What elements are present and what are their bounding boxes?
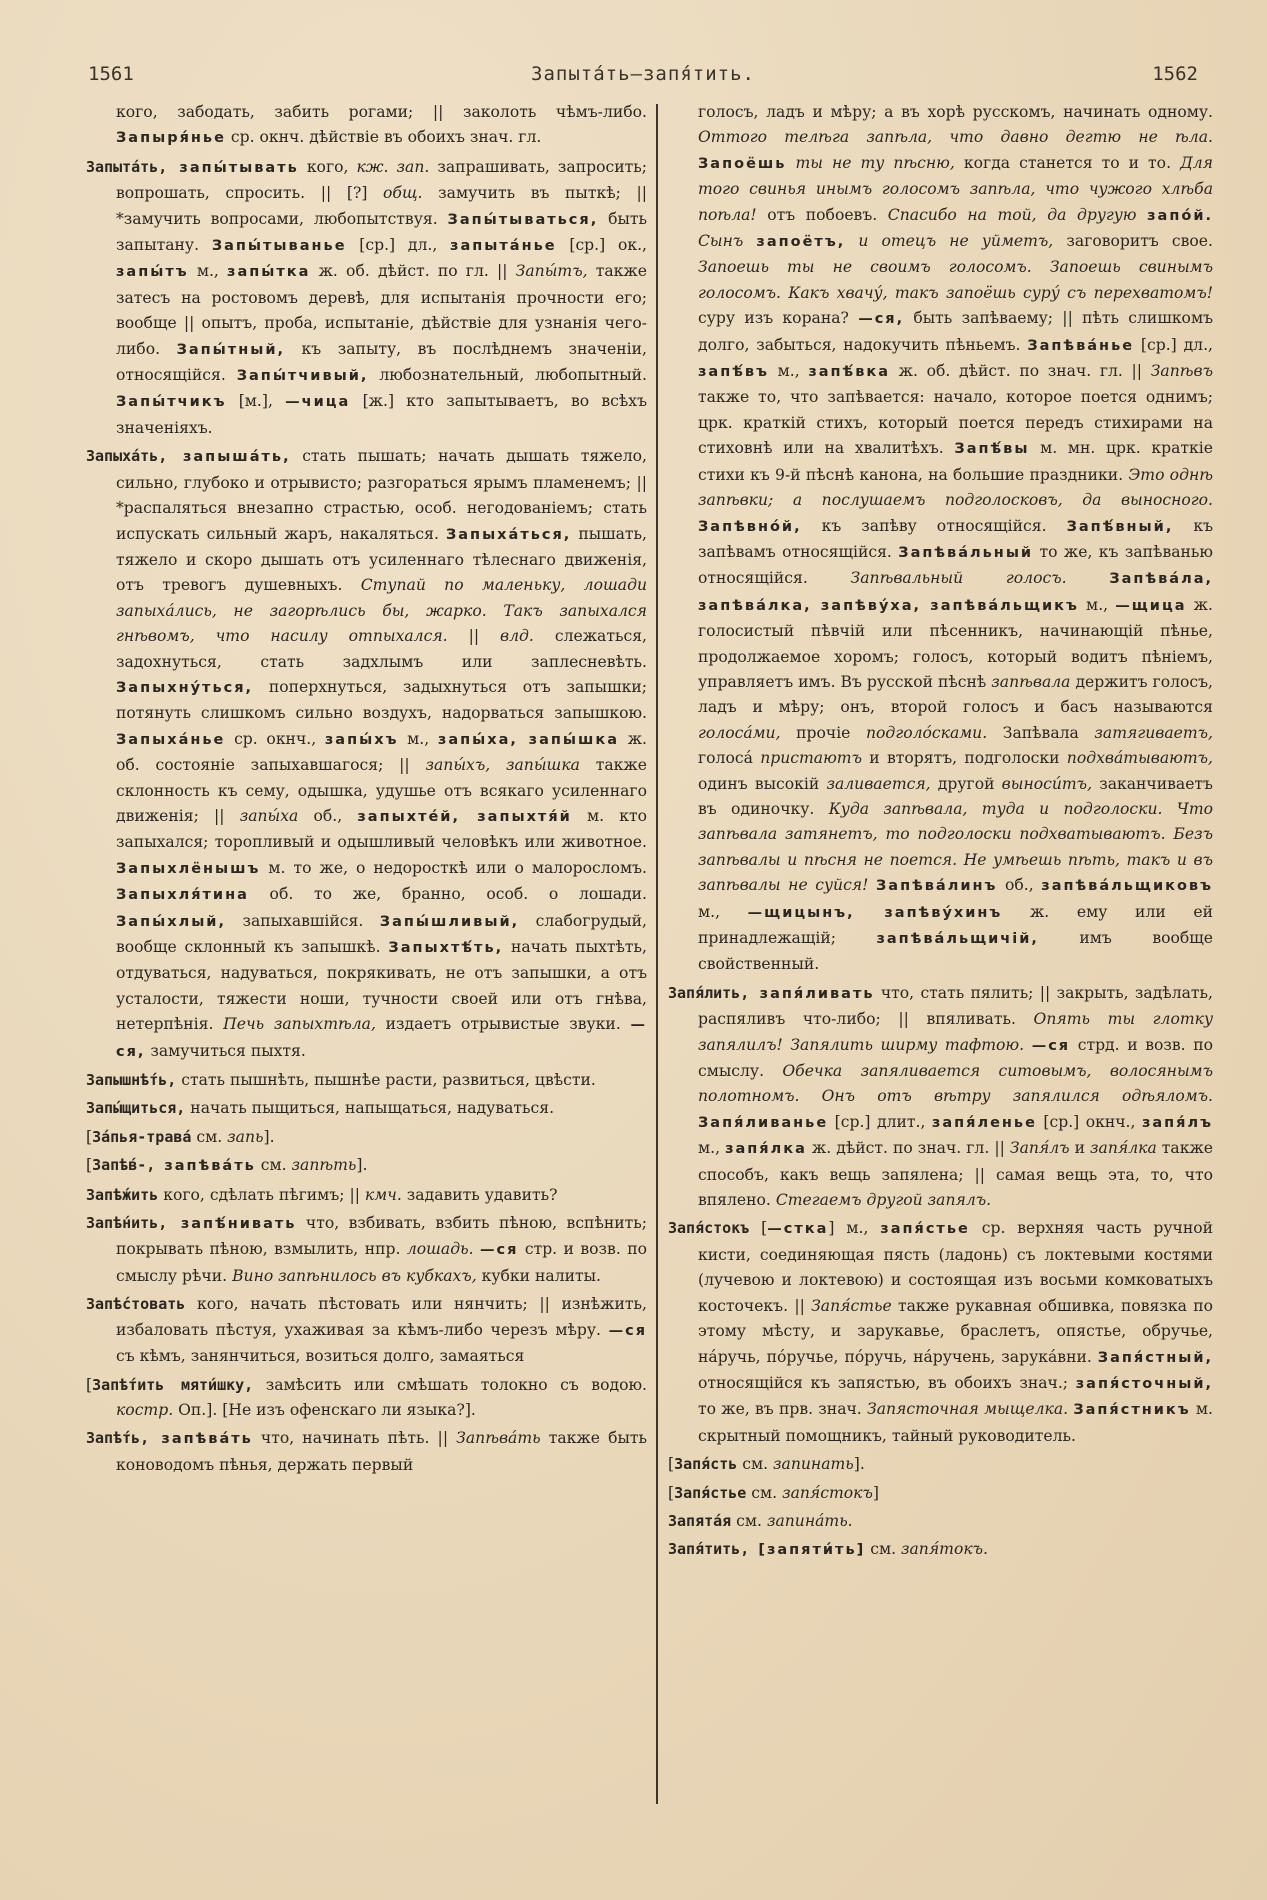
- definition-text: имъ вообще свойственный.: [698, 929, 1213, 974]
- definition-text: см.: [865, 1540, 901, 1559]
- definition-text: [845, 232, 858, 250]
- left-column: [86, 100, 647, 1481]
- example-text: костр.: [116, 1400, 174, 1419]
- running-title: Запытáть—запя́тить.: [531, 63, 755, 85]
- definition-text: [743, 232, 756, 250]
- example-text: запѣвала: [991, 672, 1071, 691]
- example-text: голосáми,: [698, 723, 781, 742]
- definition-text: замучить въ пыткѣ; || *замучить вопросами, любопытствуя.: [116, 184, 648, 228]
- example-text: кмч.: [364, 1185, 402, 1204]
- example-text: запы́ха: [239, 806, 299, 825]
- definition-text: отъ побоевъ.: [756, 205, 888, 224]
- dictionary-entry: [86, 1426, 647, 1478]
- example-text: Запѣвальный голосъ.: [850, 569, 1067, 588]
- derived-form: запы́тка: [227, 264, 311, 281]
- definition-text: голосá: [698, 749, 761, 768]
- definition-text: замучиться пыхтя.: [145, 1041, 306, 1060]
- headword: Запятáя: [668, 1511, 732, 1530]
- definition-text: суру изъ корана?: [698, 309, 859, 328]
- page-number-right: 1562: [1152, 63, 1198, 85]
- example-text: Запѣвáть: [456, 1429, 541, 1448]
- definition-text: издаетъ отрывистые звуки.: [375, 1015, 631, 1034]
- definition-text: кого, сдѣлать пѣгимъ; ||: [158, 1185, 365, 1204]
- headword: Запыхáть,: [86, 447, 183, 466]
- definition-text: начать пыхтѣть, отдуваться, надуваться, покрякивать, не отъ запышки, а отъ усталости, тяжести ноши, тучности своей или отъ гнѣва, нетерпѣнія.: [116, 938, 647, 1034]
- definition-text: [868, 876, 876, 894]
- definition-text: стр. и возв. по смыслу рѣчи.: [116, 1240, 647, 1285]
- definition-text: пышать, тяжело и скоро дышать отъ усиленнаго тѣлеснаго движенія, отъ тревогъ душевныхъ.: [116, 524, 647, 595]
- definition-text: также быть коноводомъ пѣнья, держать первый: [116, 1429, 647, 1474]
- example-text: подхвáтываютъ,: [1066, 749, 1214, 768]
- definition-text: см.: [746, 1483, 783, 1502]
- entry-continuation: [668, 100, 1213, 978]
- dictionary-entry: [668, 1481, 1213, 1506]
- definition-text: ж. дѣйст. по знач. гл. ||: [806, 1139, 1010, 1158]
- definition-text: [: [749, 1219, 768, 1238]
- headword: Запѣ́ть,: [86, 1429, 162, 1448]
- derived-form: запѣвáльщичій,: [876, 931, 1039, 947]
- definition-text: ср. окнч.,: [225, 729, 325, 748]
- definition-text: [ср.] ок.,: [556, 236, 647, 255]
- definition-text: что, стать пялить; || закрыть, задѣлать, распяливъ что-либо; || впяливать.: [698, 983, 1213, 1029]
- definition-text: [1137, 206, 1148, 224]
- definition-text: что, взбивать, взбить пѣною, вспѣнить; покрывать пѣною, взмылить, нпр.: [116, 1214, 648, 1259]
- example-text: кж. зап.: [356, 157, 430, 176]
- derived-form: Запыхтѣ́ть,: [388, 940, 504, 956]
- definition-text: быть запытану.: [116, 209, 647, 255]
- definition-text: [: [668, 1455, 675, 1474]
- derived-form: запѣвáльщиковъ: [1041, 878, 1213, 895]
- headword: Запя́стье: [674, 1483, 747, 1502]
- derived-form: —стка: [767, 1221, 829, 1238]
- definition-text: см.: [737, 1455, 774, 1474]
- definition-text: [1024, 1036, 1032, 1054]
- definition-text: [ж.] кто запытываетъ, во всѣхъ значеніяхъ.: [116, 392, 647, 437]
- definition-text: то же, къ запѣванью относящійся.: [698, 542, 1213, 588]
- definition-text: то же, въ прв. знач.: [698, 1400, 867, 1419]
- derived-form: Запы́шливый,: [379, 913, 520, 930]
- dictionary-entry: [86, 1125, 647, 1150]
- definition-text: м. то же, о недоросткѣ или о малоросломъ.: [260, 858, 647, 877]
- derived-form: запыхтéй, запыхтя́й: [357, 808, 572, 825]
- headword: Запя́сть: [674, 1455, 738, 1474]
- definition-text: держитъ голосъ, ладъ и мѣру; онъ, второй голосъ и басъ называются: [698, 672, 1213, 717]
- definition-text: ж. ему или ей принадлежащій;: [698, 902, 1213, 947]
- definition-text: кого,: [298, 157, 357, 176]
- example-text: Запя́лъ: [1009, 1139, 1070, 1158]
- derived-form: Запыхну́ться,: [116, 679, 254, 696]
- derived-form: Запы́тыванье: [211, 238, 347, 255]
- derived-form: запóй.: [1147, 207, 1213, 224]
- definition-text: любознательный, любопытный.: [368, 366, 647, 385]
- headword: Запя́тить,: [668, 1540, 759, 1559]
- derived-form: Запыхля́тина: [116, 887, 249, 904]
- derived-form: Запыхлёнышъ: [116, 860, 261, 877]
- example-text: выносúтъ,: [1001, 774, 1093, 793]
- headword: Запя́лить,: [668, 983, 760, 1002]
- derived-form: Запы́хлый,: [116, 913, 226, 930]
- example-text: Стегаемъ другой запялъ.: [775, 1191, 992, 1210]
- example-text: запѣть: [291, 1156, 357, 1175]
- derived-form: Запѣвнóй,: [698, 518, 802, 535]
- definition-text: стать пышнѣть, пышнѣе расти, развиться, цвѣсти.: [176, 1071, 596, 1090]
- derived-form: Запы́тный,: [176, 341, 285, 358]
- definition-text: одинъ высокій: [698, 774, 827, 793]
- definition-text: ж. об. состояніе запыхавшагося; ||: [116, 729, 648, 775]
- page-number-left: 1561: [88, 63, 134, 85]
- dictionary-entry: [86, 1096, 647, 1121]
- definition-text: ||: [447, 627, 501, 646]
- derived-form: —ся: [480, 1242, 519, 1259]
- dictionary-entry: [668, 981, 1213, 1214]
- example-text: Запѣвъ: [1150, 362, 1213, 381]
- dictionary-entry: [86, 155, 647, 441]
- definition-text: м.,: [698, 902, 748, 921]
- derived-form: Запы́тчивый,: [236, 368, 369, 385]
- dictionary-entry: [668, 1452, 1213, 1477]
- derived-form: запоётъ,: [756, 234, 846, 251]
- derived-form: запы́ха, запы́шка: [437, 731, 620, 748]
- example-text: заливается,: [826, 774, 931, 793]
- definition-text: м. скрытный помощникъ, тайный руководитель.: [698, 1400, 1213, 1445]
- definition-text: ж. голосистый пѣвчій или пѣсенникъ, начинающій пѣнье, продолжаемое хоромъ; голосъ, который водитъ пѣніемъ, управляетъ имъ. Въ русской пѣснѣ: [698, 595, 1213, 691]
- derived-form: запы́тывать: [179, 159, 299, 176]
- definition-text: ].: [356, 1156, 368, 1175]
- definition-text: голосъ, ладъ и мѣру; а въ хорѣ русскомъ, начинать одному.: [698, 103, 1213, 121]
- headword: Запѣ́в-,: [92, 1156, 165, 1175]
- derived-form: запѣ́въ: [698, 364, 769, 381]
- definition-text: [: [668, 1483, 675, 1502]
- derived-form: Запы́тчикъ: [116, 394, 227, 411]
- derived-form: запя́сточный,: [1075, 1375, 1213, 1392]
- definition-text: ].: [263, 1127, 275, 1146]
- definition-text: м. кто запыхался; торопливый и одышливый человѣкъ или животное.: [116, 806, 648, 852]
- derived-form: Запоёшь: [698, 155, 787, 172]
- definition-text: запрашивать, запросить; вопрошать, спросить. || [?]: [116, 157, 647, 203]
- definition-text: [ср.] дл.,: [1134, 335, 1213, 354]
- column-divider: [656, 104, 658, 1804]
- headword: Зáпья-травá: [92, 1127, 192, 1146]
- derived-form: Запыря́нье: [116, 130, 226, 147]
- definition-text: [: [86, 1127, 93, 1146]
- derived-form: запы́тъ: [116, 264, 189, 281]
- definition-text: [ср.] длит.,: [828, 1112, 932, 1131]
- derived-form: —ся: [1031, 1037, 1071, 1054]
- dictionary-entry: [668, 1216, 1213, 1449]
- example-text: запь: [227, 1127, 264, 1146]
- definition-text: ].: [853, 1455, 865, 1474]
- definition-text: Оп.]. [Не изъ офенскаго ли языка?].: [173, 1400, 476, 1419]
- dictionary-entry: [668, 1509, 1213, 1534]
- derived-form: [запяти́ть]: [758, 1542, 866, 1559]
- headword: Запы́щиться,: [86, 1099, 186, 1118]
- derived-form: —ся,: [116, 1017, 647, 1060]
- definition-text: замѣсить или смѣшать толокно съ водою.: [253, 1375, 648, 1394]
- example-text: запя́лка: [1090, 1139, 1157, 1158]
- derived-form: —щица: [1115, 597, 1187, 614]
- dictionary-entry: [86, 1183, 647, 1208]
- example-text: влд.: [500, 627, 534, 646]
- derived-form: запѣвáть: [164, 1158, 256, 1175]
- example-text: Опять ты глотку запялилъ! Запялить ширму тафтою.: [698, 1010, 1214, 1054]
- definition-text: заканчиваетъ въ одиночку.: [698, 774, 1213, 818]
- definition-text: также то, что запѣвается: начало, которое поется однимъ; црк. краткій стихъ, который поется передъ стихирами на стиховнѣ или на хвалитѣхъ.: [698, 388, 1213, 458]
- definition-text: ср. окнч. дѣйствіе въ обоихъ знач. гл.: [225, 128, 542, 147]
- definition-text: также рукавная обшивка, повязка по этому мѣсту, и зарукавье, браслетъ, опястье, обручье, нáручь, пóручье, пóручь, нáручень, зарукáвни.: [698, 1296, 1213, 1366]
- definition-text: другой: [930, 774, 1002, 793]
- dictionary-entry: [86, 1373, 647, 1424]
- definition-text: ]: [872, 1483, 879, 1502]
- definition-text: къ запѣву относящійся.: [801, 516, 1067, 535]
- definition-text: и вторятъ, подголоски: [861, 749, 1067, 768]
- example-text: Запя́стье: [811, 1296, 892, 1315]
- derived-form: Запыхáнье: [116, 731, 226, 748]
- example-text: запя́стокъ: [782, 1483, 873, 1502]
- definition-text: поперхнуться, задыхнуться отъ запышки; потянуть слишкомъ сильно воздухъ, надорваться запышкою.: [116, 677, 647, 723]
- definition-text: м.,: [1078, 595, 1116, 614]
- definition-text: кого, забодать, забить рогами; || заколоть чѣмъ-либо.: [116, 103, 647, 121]
- definition-text: м.,: [698, 1139, 726, 1158]
- derived-form: Запѣ́вный,: [1066, 518, 1174, 535]
- derived-form: запы́хъ: [324, 731, 399, 748]
- definition-text: [ср.] дл.,: [346, 236, 451, 255]
- example-text: Спасибо на той, да другую: [887, 205, 1137, 224]
- dictionary-entry: [86, 444, 647, 1065]
- definition-text: также способъ, какъ вещь запялена; || самая вещь эта, то, что впялено.: [698, 1139, 1214, 1210]
- definition-text: прочіе: [780, 723, 866, 742]
- example-text: Вино запѣнилось въ кубкахъ,: [232, 1266, 477, 1285]
- definition-text: Запѣвала: [987, 723, 1095, 742]
- example-text: Запясточная мыщелка.: [867, 1400, 1069, 1419]
- example-text: запя́токъ.: [900, 1540, 988, 1559]
- definition-text: къ запѣвамъ относящійся.: [698, 516, 1214, 561]
- example-text: Оттого телѣга запѣла, что давно дегтю не ѣла.: [698, 128, 1213, 147]
- derived-form: запя́лъ: [1141, 1114, 1213, 1131]
- derived-form: Запыхáться,: [445, 526, 572, 543]
- example-text: Для того свинья инымъ голосомъ запѣла, что чужого хлѣба поѣла!: [698, 153, 1213, 224]
- derived-form: запя́ливать: [759, 985, 875, 1002]
- derived-form: —ся,: [858, 311, 905, 328]
- derived-form: запя́лка: [725, 1141, 807, 1158]
- derived-form: —щицынъ, запѣву́хинъ: [747, 904, 1003, 921]
- definition-text: м. мн. црк. краткіе стихи къ 9-й пѣснѣ канона, на большие праздники.: [698, 439, 1213, 484]
- derived-form: запытáнье: [450, 238, 557, 255]
- entry-continuation: [86, 100, 647, 152]
- example-text: Ступай по маленьку, лошади запыхáлись, не загорѣлись бы, жарко. Такъ запыхался гнѣвомъ, что насилу отпыхался.: [116, 576, 647, 646]
- example-text: общ.: [383, 184, 423, 203]
- derived-form: Запѣвáла, запѣвáлка, запѣву́ха, запѣвáльщикъ: [698, 571, 1213, 614]
- definition-text: слабогрудый, вообще склонный къ запышкѣ.: [116, 911, 647, 956]
- example-text: Это однѣ запѣвки; а послушаемъ подголосковъ, да выносного.: [698, 465, 1213, 510]
- dictionary-entry: [668, 1537, 1213, 1563]
- example-text: Запы́тъ,: [515, 262, 588, 281]
- definition-text: об.,: [997, 876, 1042, 895]
- definition-text: и: [1069, 1139, 1091, 1158]
- definition-text: ср. верхняя часть ручной кисти, соединяющая пясть (ладонь) съ локтевыми костями (лучевою и локтевою) и состоящая изъ восьми комковатыхъ косточекъ. ||: [698, 1219, 1213, 1315]
- derived-form: запѣ́вка: [808, 364, 891, 381]
- definition-text: об. то же, бранно, особ. о лошади.: [248, 885, 647, 904]
- derived-form: —чица: [285, 394, 351, 411]
- example-text: Куда запѣвала, туда и подголоски. Что запѣвала затянетъ, то подголоски подхватываютъ. Безъ запѣвалы и пѣсня не поется. Не умѣешь пѣть, такъ и въ запѣвалы не суйся!: [698, 799, 1213, 895]
- derived-form: Запя́стникъ: [1073, 1402, 1191, 1419]
- dictionary-entry: [86, 1211, 647, 1289]
- headword: Запѣ́тить мяти́шку,: [92, 1375, 254, 1394]
- example-text: ты не ту пѣсню,: [795, 153, 955, 172]
- definition-text: къ запыту, въ послѣднемъ значеніи, относящійся.: [116, 339, 647, 385]
- headword: Запѣ́нить,: [86, 1214, 181, 1233]
- derived-form: запышáть,: [182, 449, 291, 466]
- derived-form: запѣвáть: [161, 1431, 253, 1448]
- derived-form: —ся: [608, 1322, 647, 1339]
- definition-text: относящійся къ запястью, въ обоихъ знач.;: [698, 1373, 1076, 1392]
- definition-text: слежаться, задохнуться, стать задхлымъ или заплесневѣть.: [116, 627, 647, 671]
- example-text: запинáть.: [766, 1511, 853, 1530]
- dictionary-entry: [86, 1153, 647, 1179]
- derived-form: Запы́тываться,: [447, 211, 599, 228]
- definition-text: [: [86, 1375, 93, 1394]
- definition-text: м.,: [768, 362, 809, 381]
- example-text: запы́хъ, запы́шка: [425, 756, 580, 775]
- dictionary-entry: [86, 1068, 647, 1093]
- derived-form: Запѣвáнье: [1027, 337, 1135, 354]
- definition-text: задавить удавить?: [401, 1185, 558, 1204]
- definition-text: ж. об. дѣйст. по гл. ||: [310, 262, 516, 281]
- headword: Запытáть,: [86, 157, 180, 176]
- example-text: Запоешь ты не своимъ голосомъ. Запоешь свинымъ голосомъ. Какъ хвачу́, такъ запоёшь суру́ съ перехватомъ!: [698, 258, 1213, 302]
- definition-text: съ кѣмъ, занянчиться, возиться долго, замаяться: [116, 1347, 525, 1366]
- definition-text: [м.],: [226, 392, 286, 411]
- definition-text: когда станется то и то.: [954, 153, 1181, 172]
- headword: Запѣ́стовать: [86, 1295, 186, 1314]
- definition-text: запыхавшійся.: [225, 911, 380, 930]
- example-text: лошадь.: [406, 1240, 474, 1259]
- definition-text: кого, начать пѣстовать или нянчить; || изнѣжить, избаловать пѣстуя, ухаживая за кѣмъ-либо черезъ мѣру.: [116, 1295, 647, 1339]
- definition-text: стать пышать; начать дышать тяжело, сильно, глубоко и отрывисто; разгораться ярымъ пламенемъ; || *распаляться внезапно страстью, особ. негодованіемъ; стать испускать сильный жаръ, накаляться.: [116, 447, 647, 543]
- derived-form: запѣ́нивать: [180, 1216, 297, 1233]
- example-text: Печь запыхтѣла,: [223, 1015, 376, 1034]
- definition-text: быть запѣваему; || пѣть слишкомъ долго, забыться, надокучить пѣньемъ.: [698, 309, 1213, 354]
- example-text: подголóсками.: [866, 723, 988, 742]
- definition-text: также затесъ на ростовомъ деревѣ, для испытанія прочности его; вообще || опытъ, проба, испытаніе, дѣйствіе для узнанія чего-либо.: [116, 262, 647, 358]
- definition-text: заговоритъ свое.: [1053, 232, 1213, 251]
- example-text: Сынъ: [698, 232, 744, 251]
- definition-text: м.,: [398, 729, 438, 748]
- derived-form: Запя́ливанье: [698, 1114, 829, 1131]
- example-text: пристаютъ: [760, 749, 862, 768]
- page-header: [88, 54, 1198, 94]
- definition-text: кубки налиты.: [476, 1266, 602, 1285]
- derived-form: Запѣ́вы: [954, 441, 1030, 458]
- derived-form: запя́стье: [880, 1221, 970, 1238]
- dictionary-entry: [86, 1292, 647, 1369]
- definition-text: также склонность къ сему, одышка, удушье отъ всякаго усиленнаго движенія; ||: [116, 756, 647, 825]
- definition-text: м.,: [188, 262, 228, 281]
- example-text: и отецъ не уйметъ,: [858, 232, 1054, 251]
- example-text: запинать: [773, 1455, 854, 1474]
- definition-text: ] м.,: [828, 1219, 881, 1238]
- headword: Запя́стокъ: [668, 1219, 750, 1238]
- definition-text: [: [86, 1156, 93, 1175]
- definition-text: что, начинать пѣть. ||: [252, 1429, 457, 1448]
- definition-text: [786, 154, 795, 172]
- example-text: Обечка запяливается ситовымъ, волосянымъ полотномъ. Онъ отъ вѣтру запялился одѣяломъ.: [698, 1062, 1213, 1106]
- right-column: [668, 100, 1213, 1567]
- definition-text: [ср.] окнч.,: [1036, 1112, 1142, 1131]
- definition-text: см.: [731, 1511, 767, 1530]
- definition-text: об.,: [298, 806, 358, 825]
- definition-text: см.: [255, 1156, 292, 1175]
- definition-text: ж. об. дѣйст. по знач. гл. ||: [890, 362, 1151, 381]
- derived-form: Запя́стный,: [1097, 1349, 1213, 1366]
- definition-text: см.: [191, 1127, 228, 1146]
- definition-text: [1067, 569, 1110, 587]
- derived-form: запя́ленье: [931, 1114, 1037, 1131]
- definition-text: начать пыщиться, напыщаться, надуваться.: [185, 1099, 555, 1118]
- headword: Запѣ́жить: [86, 1185, 159, 1204]
- derived-form: Запѣвáлинъ: [875, 878, 998, 895]
- headword: Запышнѣ́ть,: [86, 1071, 177, 1090]
- definition-text: стрд. и возв. по смыслу.: [698, 1035, 1213, 1081]
- example-text: затягиваетъ,: [1094, 723, 1213, 742]
- derived-form: Запѣвáльный: [898, 544, 1034, 561]
